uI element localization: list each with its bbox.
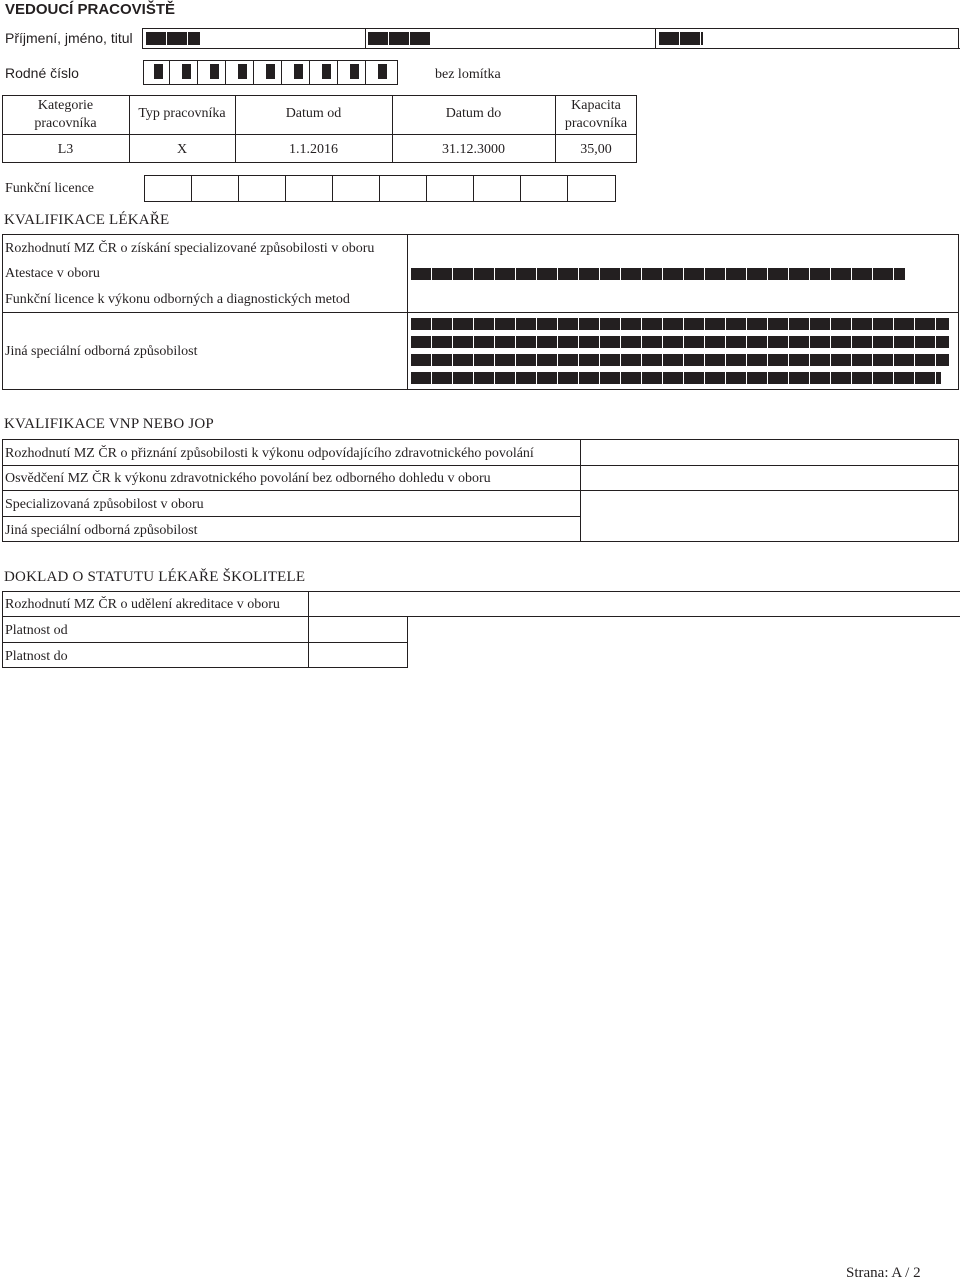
redacted-digit [154, 64, 163, 79]
trainer-row-accreditation: Rozhodnutí MZ ČR o udělení akreditace v oboru [5, 597, 280, 612]
redacted-attestation [411, 268, 905, 280]
doctor-row-attestation: Atestace v oboru [5, 266, 100, 281]
cell-capacity: 35,00 [580, 142, 612, 157]
functional-license-boxes[interactable] [144, 175, 616, 202]
vnp-qualification-title: KVALIFIKACE VNP NEBO JOP [4, 416, 214, 432]
column-header-date-from: Datum od [285, 106, 342, 121]
name-label: Příjmení, jméno, titul [5, 30, 133, 46]
cell-date-from: 1.1.2016 [289, 142, 338, 157]
functional-license-label: Funkční licence [5, 181, 95, 196]
column-header-type: Typ pracovníka [138, 106, 226, 121]
birth-number-note: bez lomítka [435, 67, 501, 82]
trainer-row-valid-to: Platnost do [5, 649, 68, 664]
trainer-row-valid-from: Platnost od [5, 623, 68, 638]
redacted-title [659, 32, 703, 45]
name-underline [142, 48, 960, 49]
redacted-other-line-1 [411, 318, 949, 330]
doctor-qualification-title: KVALIFIKACE LÉKAŘE [4, 212, 170, 228]
birth-number-label: Rodné číslo [5, 65, 79, 81]
page-number: Strana: A / 2 [846, 1265, 921, 1281]
cell-date-to: 31.12.3000 [442, 142, 505, 157]
column-header-capacity: Kapacita pracovníka [564, 98, 628, 131]
redacted-surname [146, 32, 200, 45]
redacted-other-line-4 [411, 372, 941, 384]
redacted-other-line-3 [411, 354, 949, 366]
cell-type: X [176, 142, 188, 157]
redacted-firstname [368, 32, 430, 45]
doctor-row-specialization: Rozhodnutí MZ ČR o získání specializované způsobilosti v oboru [5, 241, 375, 256]
column-header-date-to: Datum do [445, 106, 502, 121]
column-header-category: Kategorie pracovníka [34, 98, 97, 131]
doctor-row-functional-license: Funkční licence k výkonu odborných a diagnostických metod [5, 292, 350, 307]
doctor-row-other: Jiná speciální odborná způsobilost [5, 344, 198, 359]
vnp-row-specialized: Specializovaná způsobilost v oboru [5, 497, 204, 512]
trainer-status-title: DOKLAD O STATUTU LÉKAŘE ŠKOLITELE [4, 569, 306, 585]
vnp-row-decision: Rozhodnutí MZ ČR o přiznání způsobilosti k výkonu odpovídajícího zdravotnického povolání [5, 446, 534, 461]
redacted-other-line-2 [411, 336, 949, 348]
section-title-head: VEDOUCÍ PRACOVIŠTĚ [5, 1, 176, 18]
vnp-row-other: Jiná speciální odborná způsobilost [5, 523, 198, 538]
cell-category: L3 [57, 142, 74, 157]
vnp-row-certificate: Osvědčení MZ ČR k výkonu zdravotnického povolání bez odborného dohledu v oboru [5, 471, 491, 486]
